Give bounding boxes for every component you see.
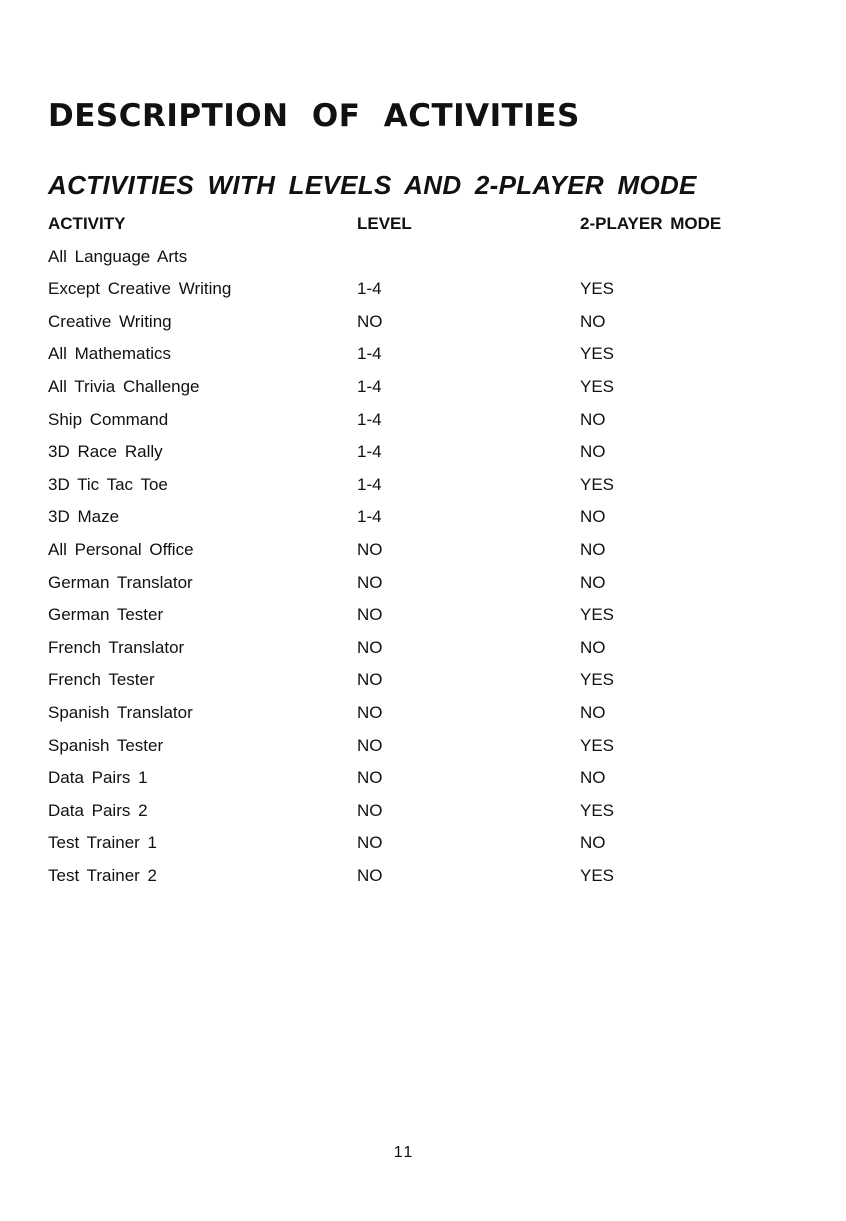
two-player-mode-cell: NO [580, 833, 606, 853]
table-row [48, 338, 808, 371]
page-title: DESCRIPTION OF ACTIVITIES [48, 98, 580, 134]
activity-cell: Creative Writing [48, 311, 172, 331]
activity-cell: All Mathematics [48, 344, 171, 364]
table-row [48, 860, 808, 893]
table-row [48, 567, 808, 600]
table-row [48, 306, 808, 339]
level-cell: NO [357, 833, 383, 853]
table-row [48, 534, 808, 567]
two-player-mode-cell: YES [580, 605, 615, 625]
level-cell: 1-4 [357, 344, 382, 364]
table-header-row [48, 208, 808, 241]
activity-cell: Test Trainer 2 [48, 865, 157, 885]
two-player-mode-cell: NO [580, 702, 606, 722]
activity-cell: 3D Maze [48, 507, 120, 527]
table-row [48, 762, 808, 795]
level-cell: NO [357, 605, 383, 625]
level-cell: NO [357, 865, 383, 885]
level-cell: 1-4 [357, 279, 382, 299]
two-player-mode-cell: NO [580, 311, 606, 331]
activity-cell: German Tester [48, 605, 164, 625]
table-row [48, 273, 808, 306]
activity-cell: All Language Arts [48, 246, 188, 266]
level-cell: NO [357, 539, 383, 559]
table-row [48, 436, 808, 469]
activity-cell: Except Creative Writing [48, 279, 232, 299]
activities-table [48, 208, 808, 892]
activity-cell: 3D Race Rally [48, 442, 163, 462]
activity-cell: Test Trainer 1 [48, 833, 157, 853]
two-player-mode-cell: NO [580, 442, 606, 462]
table-row [48, 632, 808, 665]
two-player-mode-cell: NO [580, 572, 606, 592]
two-player-mode-cell: NO [580, 637, 606, 657]
level-cell: 1-4 [357, 474, 382, 494]
header-two-player-mode: 2-PLAYER MODE [580, 214, 722, 233]
activity-cell: Data Pairs 1 [48, 768, 148, 788]
table-row [48, 795, 808, 828]
page-number: 11 [393, 1144, 415, 1161]
two-player-mode-cell: YES [580, 800, 615, 820]
two-player-mode-cell: NO [580, 409, 606, 429]
two-player-mode-cell: NO [580, 507, 606, 527]
level-cell: NO [357, 637, 383, 657]
table-row [48, 827, 808, 860]
activity-cell: Data Pairs 2 [48, 800, 148, 820]
activity-cell: Ship Command [48, 409, 169, 429]
activity-cell: Spanish Translator [48, 702, 193, 722]
activity-cell: French Tester [48, 670, 155, 690]
level-cell: 1-4 [357, 376, 382, 396]
header-level: LEVEL [357, 214, 412, 233]
two-player-mode-cell: YES [580, 376, 615, 396]
two-player-mode-cell: YES [580, 474, 615, 494]
activity-cell: 3D Tic Tac Toe [48, 474, 168, 494]
level-cell: 1-4 [357, 507, 382, 527]
table-row [48, 501, 808, 534]
table-row [48, 371, 808, 404]
two-player-mode-cell: YES [580, 865, 615, 885]
two-player-mode-cell: NO [580, 768, 606, 788]
header-activity: ACTIVITY [48, 214, 126, 233]
two-player-mode-cell: YES [580, 279, 615, 299]
activity-cell: Spanish Tester [48, 735, 164, 755]
table-row [48, 469, 808, 502]
two-player-mode-cell: YES [580, 735, 615, 755]
level-cell: NO [357, 572, 383, 592]
table-row [48, 730, 808, 763]
level-cell: NO [357, 311, 383, 331]
activity-cell: French Translator [48, 637, 185, 657]
level-cell: NO [357, 800, 383, 820]
table-row [48, 599, 808, 632]
level-cell: 1-4 [357, 442, 382, 462]
two-player-mode-cell: YES [580, 670, 615, 690]
table-row [48, 697, 808, 730]
section-title: ACTIVITIES WITH LEVELS AND 2-PLAYER MODE [48, 170, 697, 200]
activity-cell: German Translator [48, 572, 193, 592]
level-cell: NO [357, 702, 383, 722]
level-cell: 1-4 [357, 409, 382, 429]
table-row [48, 664, 808, 697]
table-row [48, 241, 808, 274]
activity-cell: All Trivia Challenge [48, 376, 200, 396]
level-cell: NO [357, 670, 383, 690]
level-cell: NO [357, 768, 383, 788]
level-cell: NO [357, 735, 383, 755]
table-row [48, 404, 808, 437]
table-body [48, 241, 808, 893]
two-player-mode-cell: YES [580, 344, 615, 364]
activity-cell: All Personal Office [48, 539, 194, 559]
two-player-mode-cell: NO [580, 539, 606, 559]
